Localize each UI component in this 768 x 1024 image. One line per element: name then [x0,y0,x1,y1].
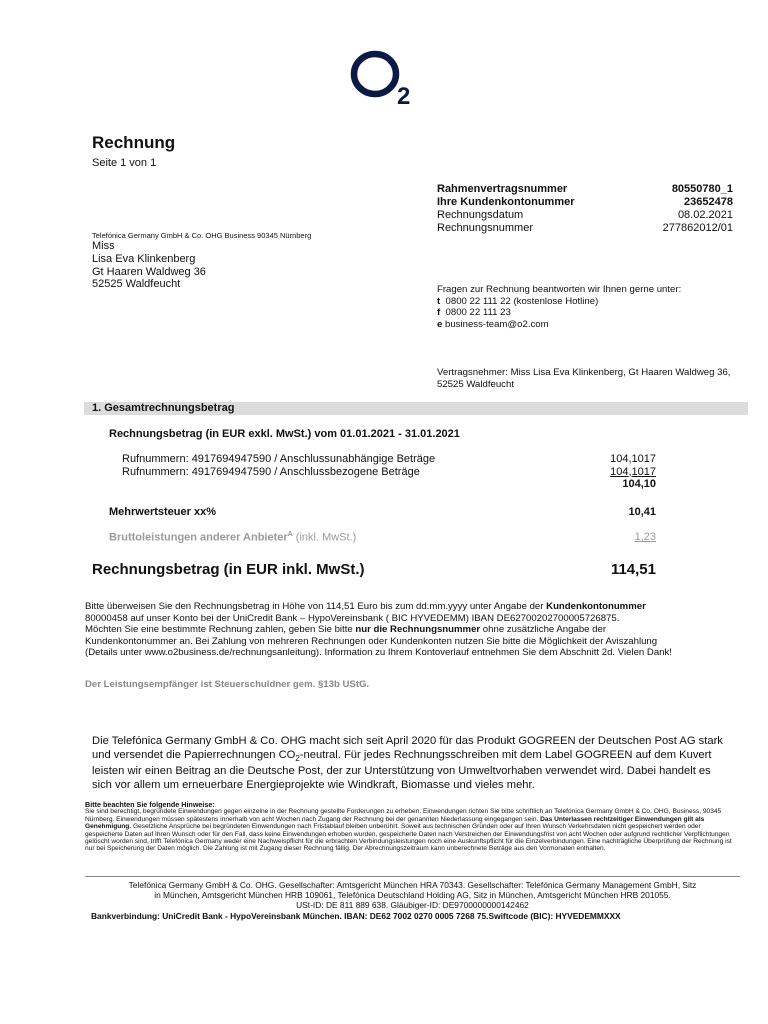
o2-logo [350,50,420,108]
gogreen-paragraph: Die Telefónica Germany GmbH & Co. OHG macht sich seit April 2020 für das Produkt GOGREEN der Deutschen Post AG stark und versendet die Papierrechnungen $CO_2$-neutral. Für jedes Rechnungsschreiben mit dem Label GOGREEN auf dem Kuvert leisten wir einen Beitrag an die Deutsche Post, der zur Unterstützung von Umweltvorhaben verwendet wird. Dabei handelt es sich vor allem um erneuerbare Energieprojekte wie Windkraft, Biomasse und vieles mehr. [92,735,723,792]
contact-email: business-team@o2.com [445,318,549,330]
reference-block [437,183,733,235]
ref-row-account: Ihre Kundenkontonummer 23652478 [437,196,733,208]
charge-line: Rufnummern: 4917694947590 / Anschlussunabhängige Beträge 104,1017 [122,453,656,465]
ref-row-date: Rechnungsdatum 08.02.2021 [437,209,733,221]
payment-instructions: Bitte überweisen Sie den Rechnungsbetrag in Höhe von 114,51 Euro bis zum dd.mm.yyyy unter Angabe der Kundenkontonummer 80000458 auf unser Konto bei der UniCredit Bank – HypoVereinsbank ( BIC HYVEDEMM) IBAN DE62700202700005726875. Möchten Sie eine bestimmte Rechnung zahlen, geben Sie bitte nur die Rechnungsnummer ohne zusätzliche Angabe der Kundenkontonummer an. Bei Zahlung von mehreren Rechnungen oder Kundenkonten nutzen Sie bitte die Möglichkeit der Aviszahlung (Details unter www.o2business.de/rechnungsanleitung). Information zu Ihrem Kontoverlauf entnehmen Sie dem Abschnitt 2d. Vielen Dank! [85,601,672,659]
notes-heading: Bitte beachten Sie folgende Hinweise: [85,800,215,809]
ref-row-contract: Rahmenvertragsnummer 80550780_1 [437,183,733,195]
ref-row-invoice-number: Rechnungsnummer 277862012/01 [437,222,733,234]
hotline-phone: 0800 22 111 22 (kostenlose Hotline) [445,295,599,307]
total-amount: 114,51 [610,561,656,578]
document-title: Rechnung [92,133,176,152]
subtotal-row [122,478,656,491]
reverse-charge-note: Der Leistungsempfänger ist Steuerschuldner gem. §13b UStG. [85,679,370,690]
svg-text:2: 2 [397,83,411,108]
contact-block: Fragen zur Rechnung beantworten wir Ihnen gerne unter: t 0800 22 111 22 (kostenlose Hotline) f 0800 22 111 23 e business-team@o2.com [437,284,682,330]
third-party-row: Bruttoleistungen anderer Anbieter$^A$ (inkl. MwSt.) 1,23 [109,531,656,544]
vat-row: Mehrwertsteuer xx% 10,41 [109,506,656,518]
company-footer: Telefónica Germany GmbH & Co. OHG. Gesellschafter: Amtsgericht München HRA 70343. Gesellschafter: Telefónica Germany Management GmbH, Sitz in München, Amtsgericht München HRB 109061, Telefónica Deutschland Holding AG, Sitz in München, Amtsgericht München HRB 201055. USt-ID: DE 811 889 638. Gläubiger-ID: DE9700000000142462 Bankverbindung: UniCredit Bank - HypoVereinsbank München. IBAN: DE62 7002 0270 0005 7268 75.Swiftcode (BIC): HYVEDEMMXXX [85,876,740,921]
section-heading: 1. Gesamtrechnungsbetrag [84,402,748,415]
bank-details: Bankverbindung: UniCredit Bank - HypoVereinsbank München. IBAN: DE62 7002 0270 0005 7268 75.Swiftcode (BIC): HYVEDEMMXXX [91,910,621,921]
contract-holder: Vertragsnehmer: Miss Lisa Eva Klinkenberg, Gt Haaren Waldweg 36, 52525 Waldfeucht [437,367,731,390]
charge-line: Rufnummern: 4917694947590 / Anschlussbezogene Beträge 104,1017 [122,465,656,478]
sender-line: Telefónica Germany GmbH & Co. OHG Business 90345 Nürnberg [92,231,312,240]
total-row: Rechnungsbetrag (in EUR inkl. MwSt.) 114,51 [92,561,656,578]
legal-notes: Bitte beachten Sie folgende Hinweise: Sie sind berechtigt, begründete Einwendungen gegen einzelne in der Rechnung gestellte Forderungen zu erheben. Einwendungen richten Sie bitte schriftlich an Telefónica Germany GmbH & Co. OHG, Business, 90345 Nürnberg. Einwendungen müssen spätestens innerhalb von acht Wochen nach Zugang der Rechnung bei der genannten Niederlassung eingegangen sein. Das Unterlassen rechtzeitiger Einwendungen gilt als Genehmigung. Gesetzliche Ansprüche bei begründeten Einwendungen nach Fristablauf bleiben unberührt. Soweit aus technischen Gründen oder auf Ihren Wunsch Verkehrsdaten nicht gespeichert werden oder gespeicherte Daten auf Ihren Wunsch oder für den Fall, dass keine Einwendungen erhoben wurden, gespeicherte Daten nach Verstreichen der Einwendungsfrist von acht Wochen oder aufgrund rechtlicher Verpflichtungen gelöscht worden sind, trifft Telefónica Germany weder eine Nachweispflicht für die erbrachten Verbindungsleistungen noch eine Auskunftspflicht für die Einzelverbindungen. Eine nachträgliche Überprüfung der Rechnung ist nur bei Speicherung der Daten möglich. Die Zahlung ist mit Zugang dieser Rechnung fällig. Der Abrechnungszeitraum kann unberechnete Beträge aus den Vormonaten enthalten. [85,801,735,853]
recipient-address: Miss Lisa Eva Klinkenberg Gt Haaren Waldweg 36 52525 Waldfeucht [92,240,206,291]
subtotal-value: 104,10 [622,478,656,490]
billing-period: Rechnungsbetrag (in EUR exkl. MwSt.) vom 01.01.2021 - 31.01.2021 [109,428,460,440]
page-info: Seite 1 von 1 [92,157,157,169]
fax-number: 0800 22 111 23 [445,307,511,319]
charge-lines [122,453,656,491]
